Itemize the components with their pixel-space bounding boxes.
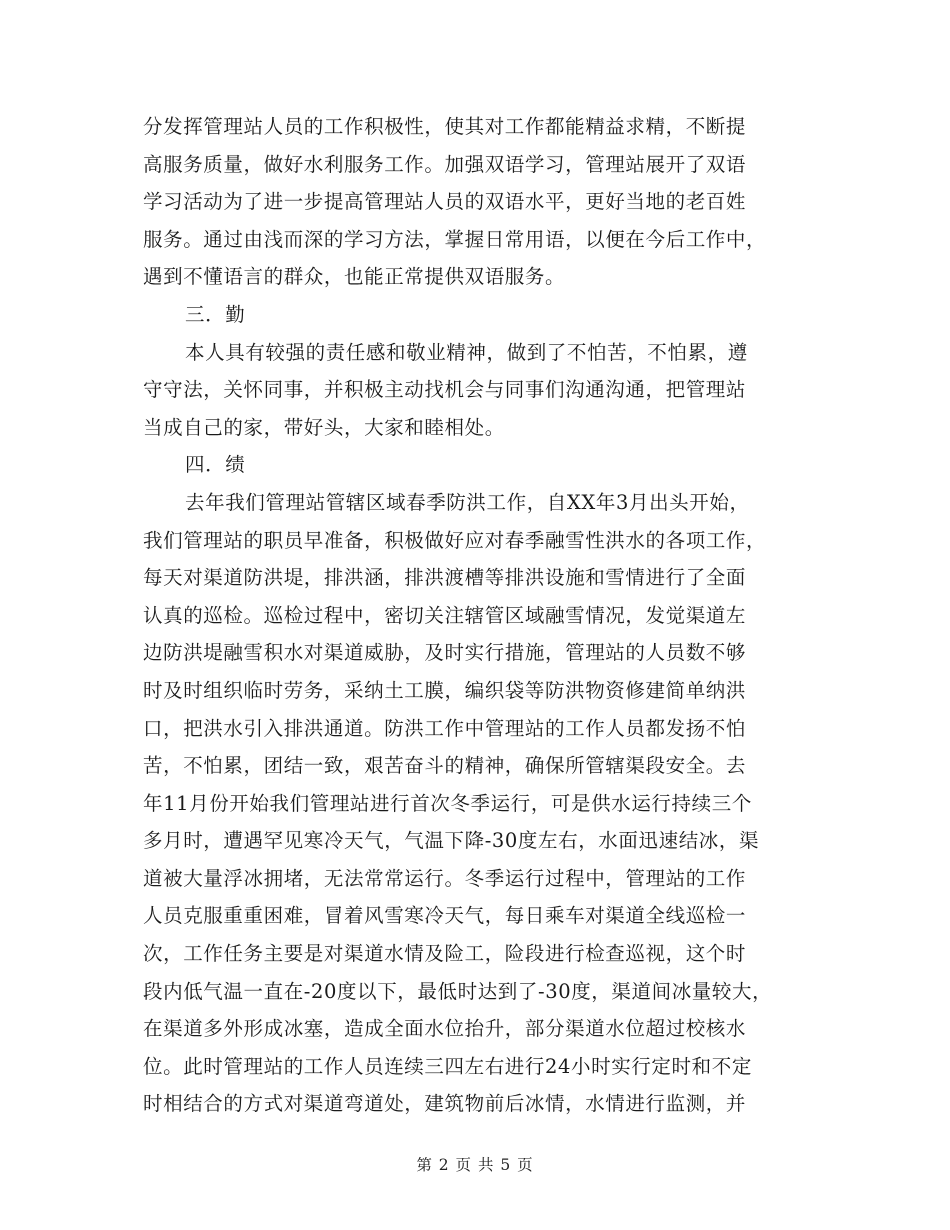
text-line: 遇到不懂语言的群众，也能正常提供双语服务。 <box>143 265 566 289</box>
text-line: 年11月份开始我们管理站进行首次冬季运行，可是供水运行持续三个 <box>143 791 752 815</box>
text-line: 时及时组织临时劳务，采纳土工膜，编织袋等防洪物资修建简单纳洪 <box>143 678 747 702</box>
text-line: 边防洪堤融雪积水对渠道威胁，及时实行措施，管理站的人员数不够 <box>143 641 747 665</box>
text-line: 本人具有较强的责任感和敬业精神，做到了不怕苦，不怕累，遵 <box>185 340 748 364</box>
text-line: 三．勤 <box>185 302 246 326</box>
text-line: 学习活动为了进一步提高管理站人员的双语水平，更好当地的老百姓 <box>143 190 747 214</box>
text-line: 人员克服重重困难，冒着风雪寒冷天气，每日乘车对渠道全线巡检一 <box>143 904 747 928</box>
text-line: 四．绩 <box>185 453 246 477</box>
text-line: 时相结合的方式对渠道弯道处，建筑物前后冰情，水情进行监测，并 <box>143 1092 747 1116</box>
text-line: 苦，不怕累，团结一致，艰苦奋斗的精神，确保所管辖渠段安全。去 <box>143 754 747 778</box>
text-line: 服务。通过由浅而深的学习方法，掌握日常用语，以便在今后工作中， <box>143 227 767 251</box>
text-line: 位。此时管理站的工作人员连续三四左右进行24小时实行定时和不定 <box>143 1054 752 1078</box>
page-footer <box>0 1153 950 1175</box>
text-line: 我们管理站的职员早准备，积极做好应对春季融雪性洪水的各项工作， <box>143 528 767 552</box>
text-line: 段内低气温一直在-20度以下，最低时达到了-30度，渠道间冰量较大， <box>143 979 773 1003</box>
text-line: 道被大量浮冰拥堵，无法常常运行。冬季运行过程中，管理站的工作 <box>143 866 747 890</box>
text-line: 在渠道多外形成冰塞，造成全面水位抬升，部分渠道水位超过校核水 <box>143 1017 747 1041</box>
page-number: 第 2 页 共 5 页 <box>416 1156 534 1174</box>
text-line: 去年我们管理站管辖区域春季防洪工作，自XX年3月出头开始， <box>185 490 750 514</box>
text-line: 当成自己的家，带好头，大家和睦相处。 <box>143 415 505 439</box>
text-line: 认真的巡检。巡检过程中，密切关注辖管区域融雪情况，发觉渠道左 <box>143 603 747 627</box>
text-line: 次，工作任务主要是对渠道水情及险工，险段进行检查巡视，这个时 <box>143 942 747 966</box>
text-line: 高服务质量，做好水利服务工作。加强双语学习，管理站展开了双语 <box>143 152 747 176</box>
text-line: 多月时，遭遇罕见寒冷天气，气温下降-30度左右，水面迅速结冰，渠 <box>143 829 760 853</box>
text-line: 每天对渠道防洪堤，排洪涵，排洪渡槽等排洪设施和雪情进行了全面 <box>143 566 747 590</box>
body-text <box>143 108 813 1123</box>
text-line: 口，把洪水引入排洪通道。防洪工作中管理站的工作人员都发扬不怕 <box>143 716 747 740</box>
text-line: 守守法，关怀同事，并积极主动找机会与同事们沟通沟通，把管理站 <box>143 378 747 402</box>
text-line: 分发挥管理站人员的工作积极性，使其对工作都能精益求精，不断提 <box>143 115 747 138</box>
